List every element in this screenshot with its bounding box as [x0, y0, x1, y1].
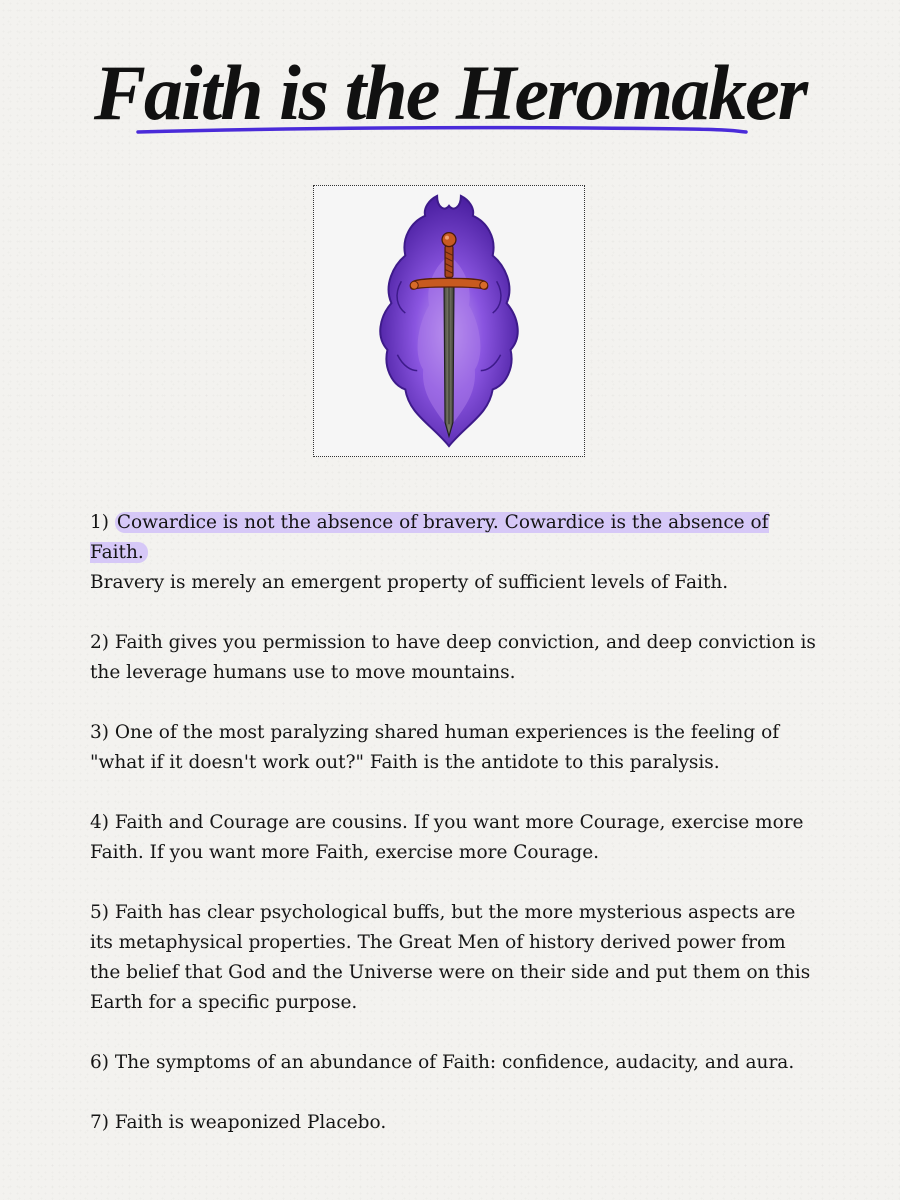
point-text: Bravery is merely an emergent property of sufficient levels of Faith. — [90, 572, 729, 593]
point-text: Faith is weaponized Placebo. — [114, 1112, 387, 1133]
point-number: 7) — [90, 1112, 109, 1133]
point-7 — [90, 1108, 820, 1138]
page-title: Faith is the Heromaker — [93, 49, 807, 136]
point-6 — [90, 1048, 820, 1078]
point-number: 1) — [90, 512, 109, 533]
point-number: 6) — [90, 1052, 109, 1073]
point-4 — [90, 808, 820, 868]
point-text: Faith gives you permission to have deep conviction, and deep conviction is the leverage humans use to move mountains. — [90, 632, 816, 683]
point-number: 3) — [90, 722, 109, 743]
highlighted-text: Cowardice is not the absence of bravery. Cowardice is the absence of Faith. — [90, 512, 769, 563]
point-1 — [90, 508, 820, 598]
flaming-sword-icon — [314, 186, 584, 456]
point-text: One of the most paralyzing shared human experiences is the feeling of "what if it doesn't work out?" Faith is the antidote to this paralysis. — [90, 722, 780, 773]
point-number: 4) — [90, 812, 109, 833]
point-text: Faith has clear psychological buffs, but the more mysterious aspects are its metaphysical properties. The Great Men of history derived power from the belief that God and the Universe were on their side and put them on this Earth for a specific purpose. — [90, 902, 811, 1013]
point-text: The symptoms of an abundance of Faith: confidence, audacity, and aura. — [114, 1052, 795, 1073]
points-list — [90, 508, 820, 1168]
point-3 — [90, 718, 820, 778]
point-2 — [90, 628, 820, 688]
point-number: 2) — [90, 632, 109, 653]
point-text: Faith and Courage are cousins. If you want more Courage, exercise more Faith. If you want more Faith, exercise more Courage. — [90, 812, 804, 863]
flaming-sword-image — [313, 185, 585, 457]
title-underline — [136, 124, 748, 138]
point-5 — [90, 898, 820, 1018]
point-number: 5) — [90, 902, 109, 923]
